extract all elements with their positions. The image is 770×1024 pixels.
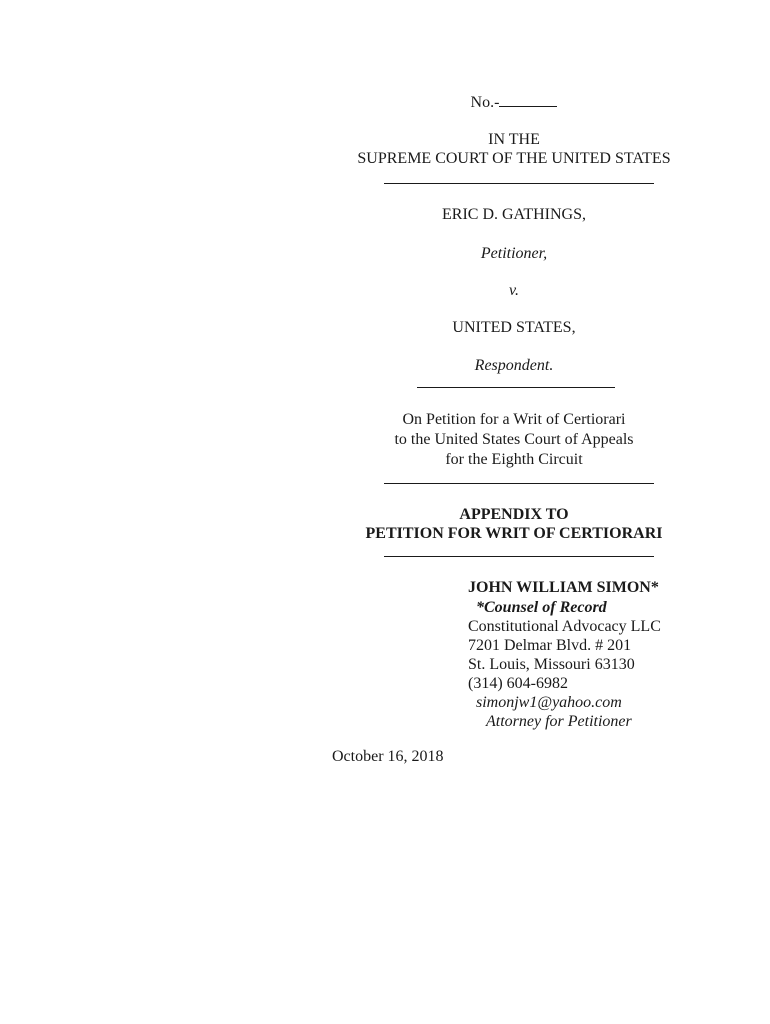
petition-line2: to the United States Court of Appeals [394,431,634,448]
court-heading-line1: IN THE [488,131,540,148]
counsel-name: JOHN WILLIAM SIMON* [468,579,659,596]
respondent-name: UNITED STATES, [452,319,576,336]
document-title-line1: APPENDIX TO [459,506,569,523]
document-title-line2: PETITION FOR WRIT OF CERTIORARI [365,525,663,542]
counsel-role: Attorney for Petitioner [486,713,632,730]
docket-label: No.- [470,94,500,111]
versus-label: v. [509,282,519,299]
docket-blank-line [499,92,557,107]
divider-rule [384,183,654,184]
respondent-role: Respondent. [474,357,554,374]
counsel-address-line1: 7201 Delmar Blvd. # 201 [468,637,632,654]
counsel-firm: Constitutional Advocacy LLC [468,618,661,635]
petitioner-name: ERIC D. GATHINGS, [442,206,586,223]
counsel-email: simonjw1@yahoo.com [476,694,622,711]
counsel-phone: (314) 604-6982 [468,675,568,692]
petition-line1: On Petition for a Writ of Certiorari [402,411,626,428]
divider-rule [384,483,654,484]
petitioner-role: Petitioner, [480,245,548,262]
court-heading-line2: SUPREME COURT OF THE UNITED STATES [357,150,671,167]
petition-line3: for the Eighth Circuit [445,451,583,468]
divider-rule [417,387,615,388]
counsel-address-line2: St. Louis, Missouri 63130 [468,656,635,673]
docket-number [332,92,696,113]
document-date: October 16, 2018 [332,748,444,765]
counsel-designation: *Counsel of Record [476,599,607,616]
divider-rule [384,556,654,557]
